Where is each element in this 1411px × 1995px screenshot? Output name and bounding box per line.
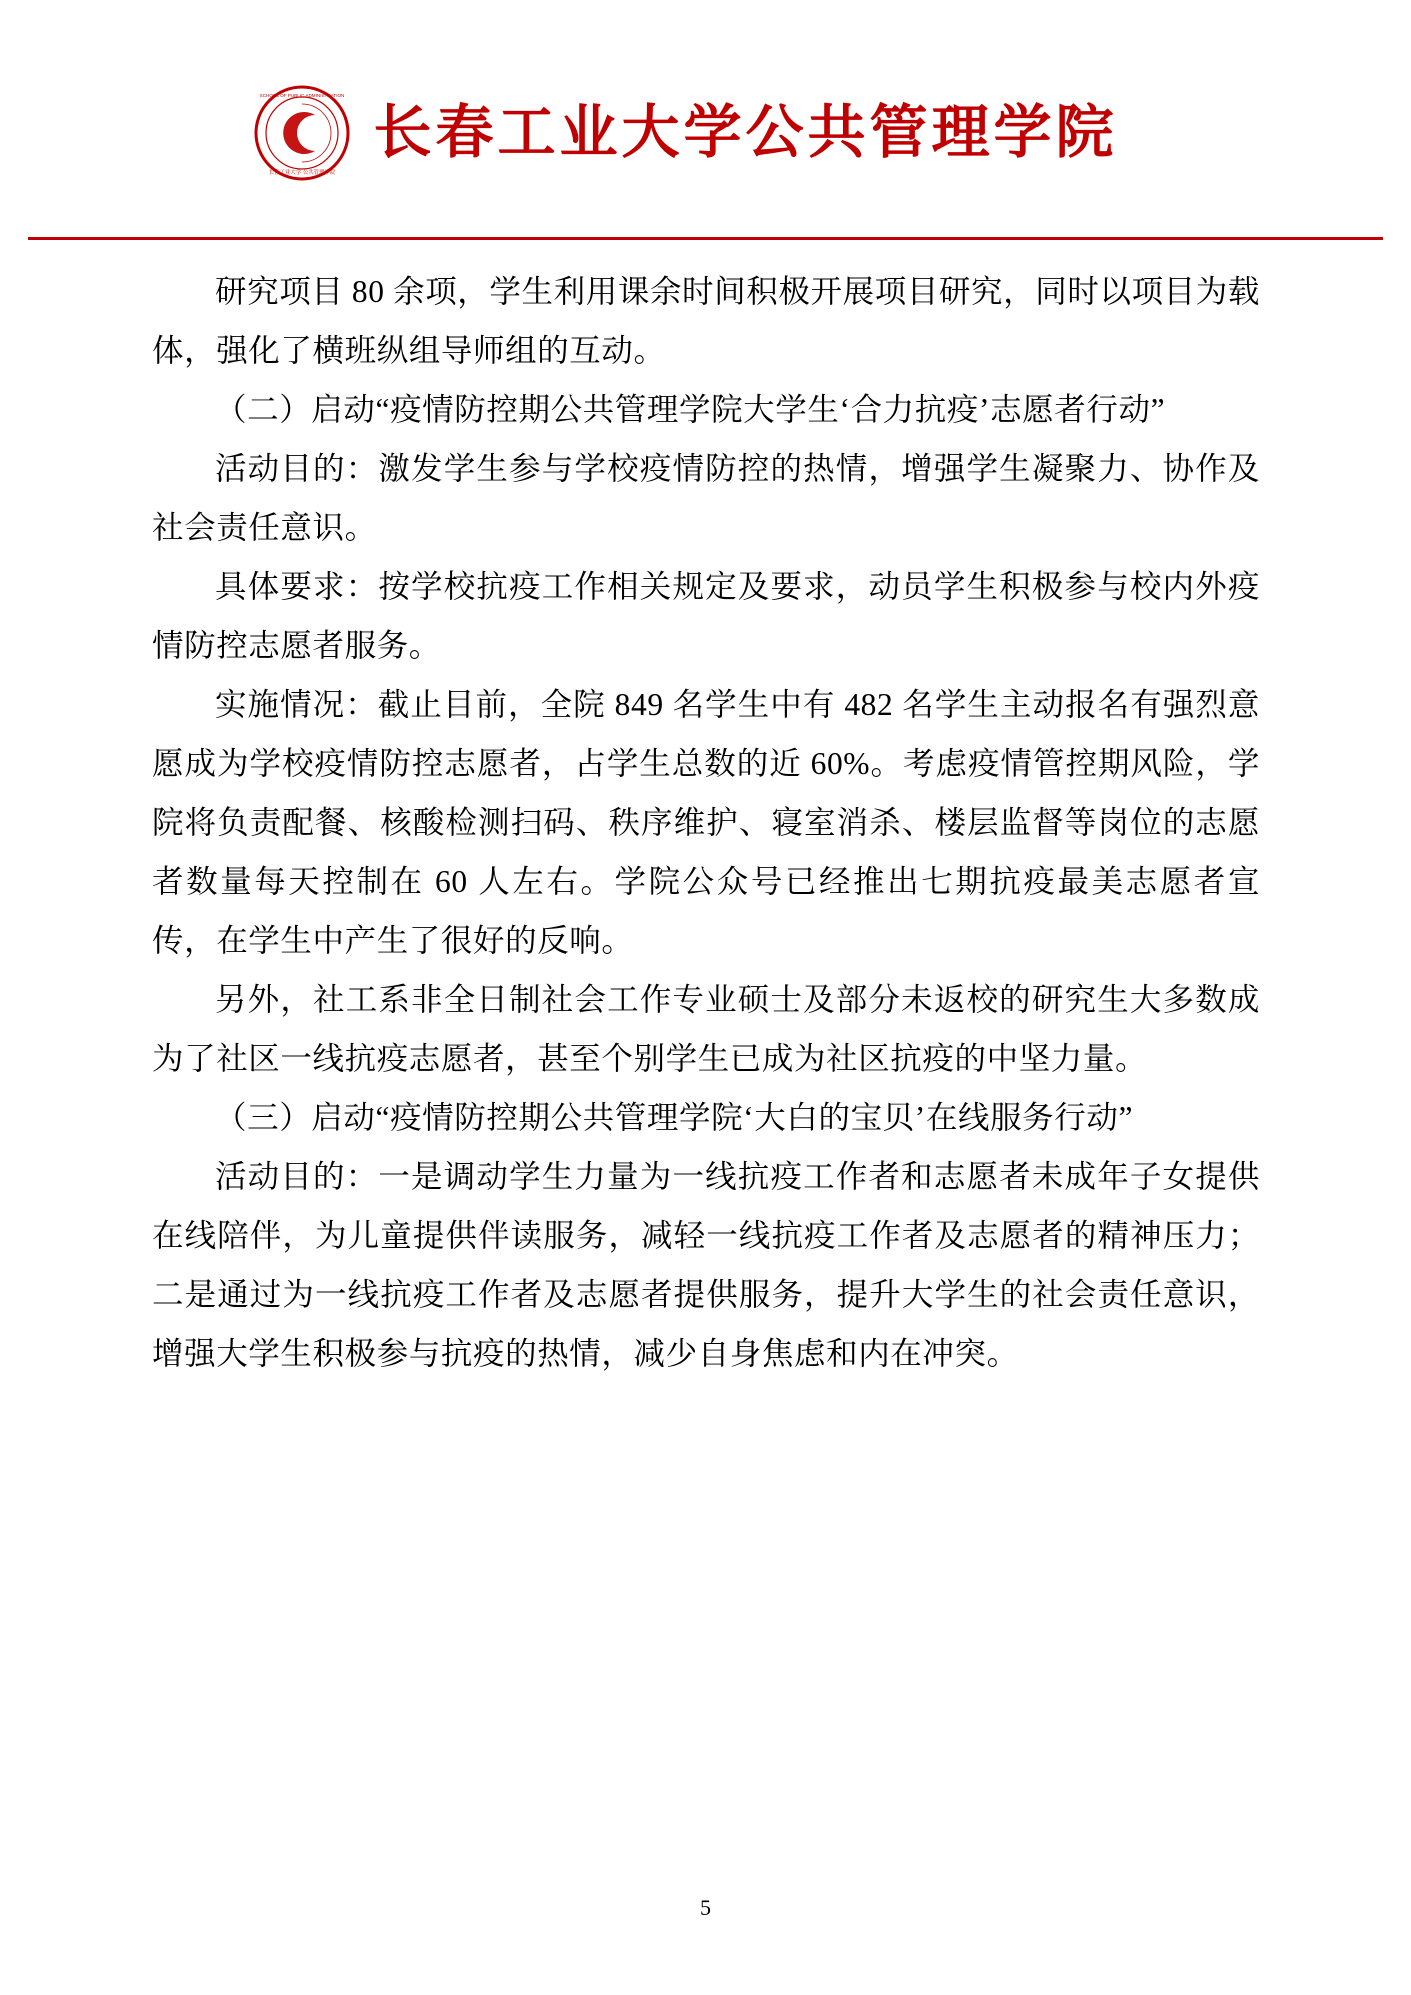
paragraph: 另外，社工系非全日制社会工作专业硕士及部分未返校的研究生大多数成为了社区一线抗疫志愿者，甚至个别学生已成为社区抗疫的中坚力量。 bbox=[152, 982, 1260, 1076]
svg-text:SCHOOL OF PUBLIC ADMINISTRATIO: SCHOOL OF PUBLIC ADMINISTRATION bbox=[260, 93, 345, 98]
page-number: 5 bbox=[700, 1895, 711, 1920]
paragraph: 活动目的：激发学生参与学校疫情防控的热情，增强学生凝聚力、协作及社会责任意识。 bbox=[152, 451, 1260, 545]
letterhead-title: 长春工业大学公共管理学院 bbox=[373, 100, 1118, 165]
paragraph: 实施情况：截止目前，全院 849 名学生中有 482 名学生主动报名有强烈意愿成为学校疫情防控志愿者，占学生总数的近 60%。考虑疫情管控期风险，学院将负责配餐、核酸检测扫码、秩序维护、寝室消杀、楼层监督等岗位的志愿者数量每天控制在 60 人左右。学院公众号已经推出七期抗疫最美志愿者宣传，在学生中产生了很好的反响。 bbox=[152, 687, 1260, 958]
document-body bbox=[152, 262, 1260, 1383]
letterhead bbox=[0, 78, 1411, 188]
paragraph: 活动目的：一是调动学生力量为一线抗疫工作者和志愿者未成年子女提供在线陪伴，为儿童提供伴读服务，减轻一线抗疫工作者及志愿者的精神压力；二是通过为一线抗疫工作者及志愿者提供服务，提升大学生的社会责任意识，增强大学生积极参与抗疫的热情，减少自身焦虑和内在冲突。 bbox=[152, 1159, 1260, 1371]
letterhead-divider bbox=[28, 237, 1383, 240]
svg-text:长春工业大学·公共管理学院: 长春工业大学·公共管理学院 bbox=[269, 170, 336, 176]
university-seal-icon bbox=[253, 84, 351, 182]
paragraph: 研究项目 80 余项，学生利用课余时间积极开展项目研究，同时以项目为载体，强化了横班纵组导师组的互动。 bbox=[152, 274, 1260, 368]
paragraph: （二）启动“疫情防控期公共管理学院大学生‘合力抗疫’志愿者行动” bbox=[215, 392, 1166, 427]
paragraph: （三）启动“疫情防控期公共管理学院‘大白的宝贝’在线服务行动” bbox=[215, 1100, 1134, 1135]
paragraph: 具体要求：按学校抗疫工作相关规定及要求，动员学生积极参与校内外疫情防控志愿者服务。 bbox=[152, 569, 1260, 663]
